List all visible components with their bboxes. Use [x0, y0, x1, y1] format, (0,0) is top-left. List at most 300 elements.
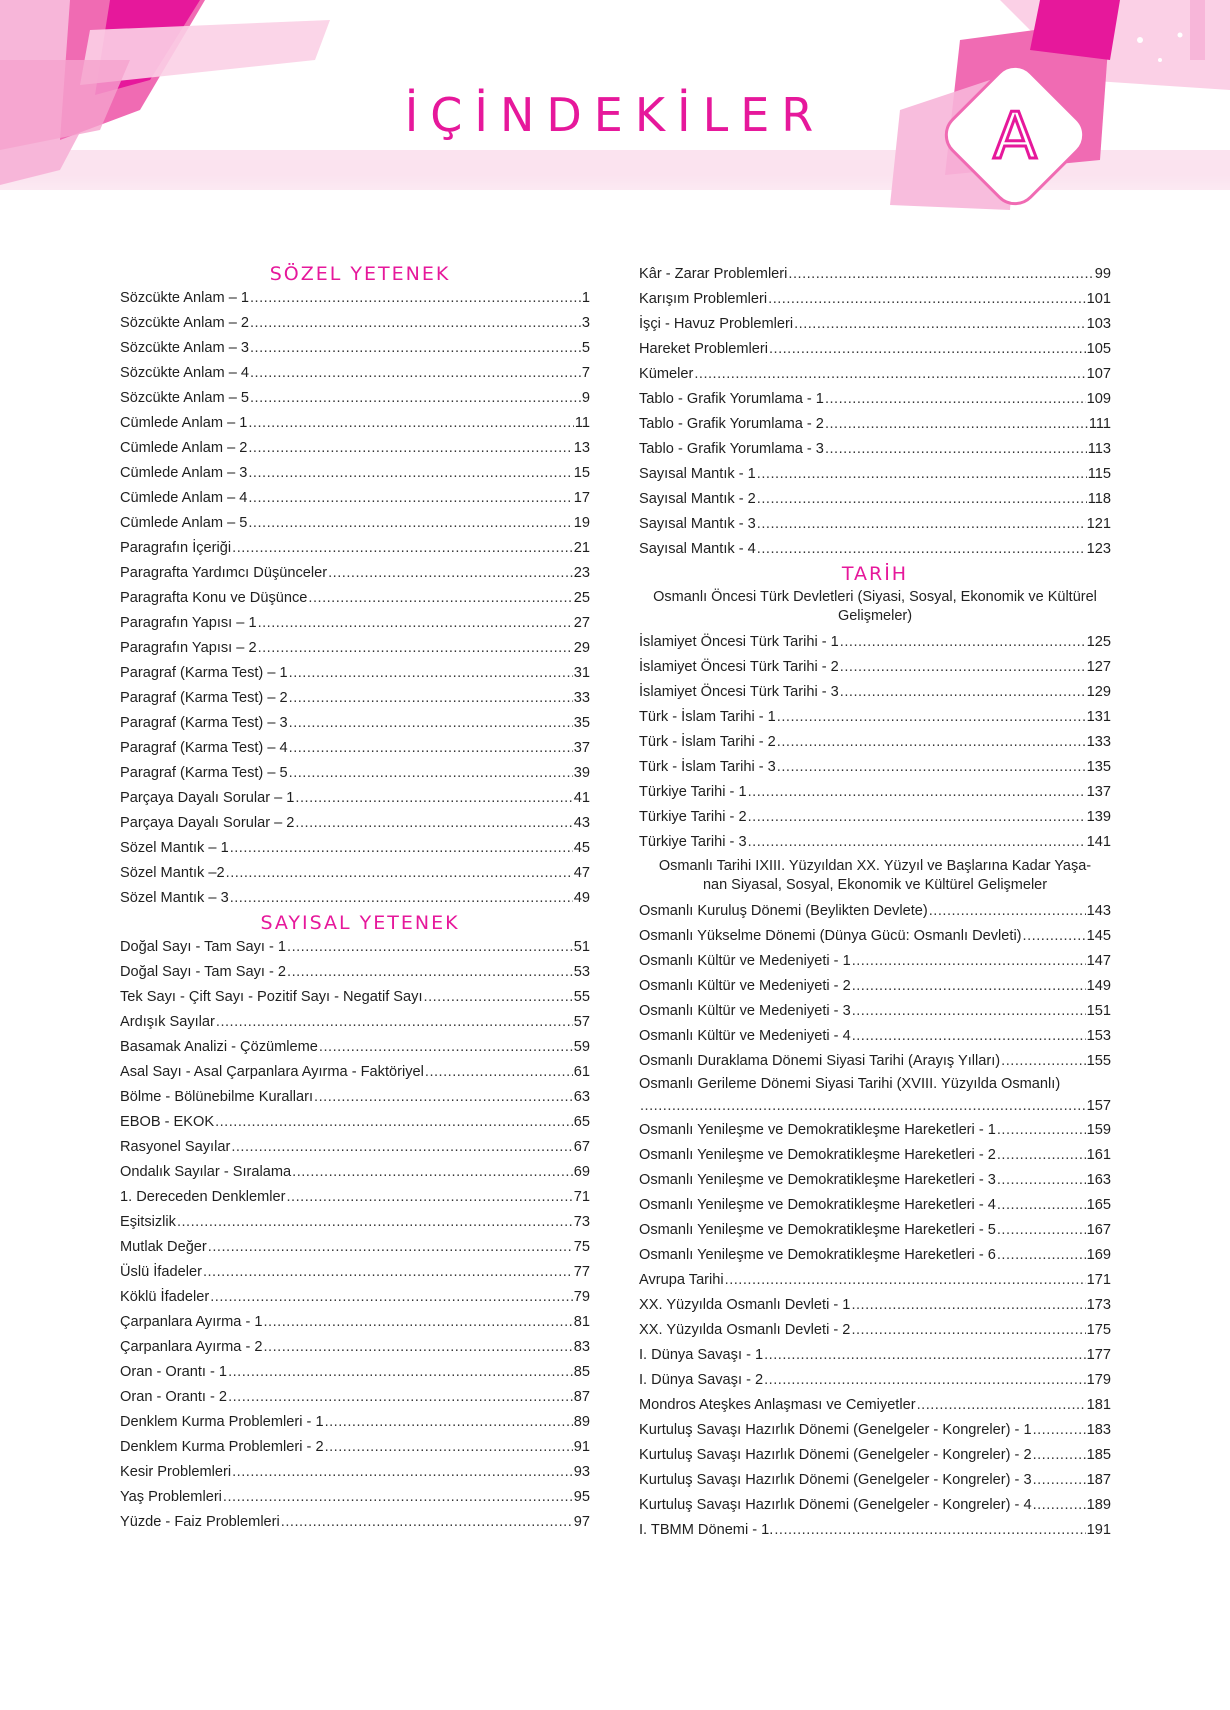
toc-page: 167 — [1086, 1222, 1111, 1238]
toc-leader — [777, 730, 1086, 755]
toc-label: Osmanlı Kültür ve Medeniyeti - 4 — [639, 1028, 851, 1044]
toc-list-sozel — [120, 286, 590, 911]
toc-leader — [295, 786, 572, 811]
toc-page: 63 — [573, 1089, 590, 1105]
toc-row[interactable] — [639, 1024, 1111, 1049]
toc-row[interactable] — [120, 1385, 590, 1410]
toc-page: 33 — [573, 690, 590, 706]
toc-leader — [230, 836, 573, 861]
toc-leader — [250, 361, 581, 386]
toc-page: 83 — [573, 1339, 590, 1355]
toc-row[interactable] — [120, 1185, 590, 1210]
toc-row[interactable] — [120, 1135, 590, 1160]
toc-row[interactable] — [639, 1193, 1111, 1218]
toc-row[interactable] — [120, 1510, 590, 1535]
toc-leader — [694, 362, 1085, 387]
toc-label: Oran - Orantı - 1 — [120, 1364, 228, 1380]
toc-leader — [248, 486, 572, 511]
toc-label: Parçaya Dayalı Sorular – 2 — [120, 815, 295, 831]
toc-page: 181 — [1086, 1397, 1111, 1413]
toc-row[interactable] — [120, 935, 590, 960]
toc-label: Yüzde - Faiz Problemleri — [120, 1514, 280, 1530]
toc-leader — [748, 780, 1086, 805]
toc-label: Doğal Sayı - Tam Sayı - 2 — [120, 964, 287, 980]
toc-label: Çarpanlara Ayırma - 1 — [120, 1314, 263, 1330]
toc-label: Osmanlı Yenileşme ve Demokratikleşme Hareketleri - 5 — [639, 1222, 996, 1238]
toc-label: Cümlede Anlam – 3 — [120, 465, 248, 481]
toc-page: 1 — [581, 290, 590, 306]
toc-label: I. Dünya Savaşı - 1 — [639, 1347, 764, 1363]
sparkle-dot — [1137, 37, 1143, 43]
toc-leader — [208, 1235, 573, 1260]
toc-row[interactable] — [639, 1368, 1111, 1393]
toc-row[interactable] — [120, 561, 590, 586]
toc-page: 55 — [573, 989, 590, 1005]
toc-page: 77 — [573, 1264, 590, 1280]
toc-row[interactable] — [639, 412, 1111, 437]
toc-row[interactable] — [120, 436, 590, 461]
toc-page: 118 — [1087, 491, 1111, 507]
toc-leader — [215, 1110, 573, 1135]
toc-page: 17 — [573, 490, 590, 506]
toc-page: 71 — [573, 1189, 590, 1205]
toc-row[interactable] — [120, 1310, 590, 1335]
toc-page: 93 — [573, 1464, 590, 1480]
toc-label: Hareket Problemleri — [639, 341, 768, 357]
toc-row[interactable] — [639, 1143, 1111, 1168]
toc-leader — [748, 805, 1086, 830]
toc-page: 179 — [1086, 1372, 1111, 1388]
toc-row[interactable] — [120, 1010, 590, 1035]
toc-page: 101 — [1086, 291, 1111, 307]
toc-row[interactable] — [639, 999, 1111, 1024]
toc-row[interactable] — [120, 985, 590, 1010]
toc-page: 191 — [1086, 1522, 1111, 1538]
toc-leader — [264, 1335, 573, 1360]
toc-leader — [1033, 1468, 1086, 1493]
toc-row[interactable] — [639, 1318, 1111, 1343]
toc-leader — [250, 336, 581, 361]
toc-row[interactable] — [120, 486, 590, 511]
toc-label: Paragrafın İçeriği — [120, 540, 232, 556]
toc-list-tarih-2a — [639, 899, 1111, 1074]
toc-leader — [788, 262, 1093, 287]
toc-row[interactable] — [120, 511, 590, 536]
toc-leader — [840, 655, 1086, 680]
toc-row[interactable] — [639, 730, 1111, 755]
toc-leader — [289, 661, 573, 686]
toc-page: 67 — [573, 1139, 590, 1155]
toc-page: 189 — [1086, 1497, 1111, 1513]
toc-leader — [286, 1185, 572, 1210]
toc-leader — [248, 511, 572, 536]
section-title-tarih: TARİH — [841, 563, 909, 585]
toc-page: 35 — [573, 715, 590, 731]
toc-row[interactable] — [120, 811, 590, 836]
toc-row[interactable] — [120, 1060, 590, 1085]
toc-leader — [840, 630, 1086, 655]
toc-label: Sözel Mantık – 3 — [120, 890, 229, 906]
toc-leader — [314, 1085, 573, 1110]
toc-leader — [764, 1343, 1086, 1368]
toc-leader — [250, 386, 581, 411]
toc-row[interactable] — [120, 861, 590, 886]
toc-page: 53 — [573, 964, 590, 980]
toc-row[interactable] — [639, 1418, 1111, 1443]
toc-leader — [851, 1318, 1085, 1343]
toc-label: XX. Yüzyılda Osmanlı Devleti - 2 — [639, 1322, 851, 1338]
toc-label: Kümeler — [639, 366, 694, 382]
toc-page: 27 — [573, 615, 590, 631]
toc-row[interactable] — [120, 361, 590, 386]
toc-row[interactable] — [120, 711, 590, 736]
toc-page: 73 — [573, 1214, 590, 1230]
toc-row[interactable] — [639, 1293, 1111, 1318]
toc-row[interactable] — [639, 1343, 1111, 1368]
toc-page: 21 — [573, 540, 590, 556]
toc-label: Paragrafın Yapısı – 2 — [120, 640, 257, 656]
toc-row[interactable] — [120, 960, 590, 985]
toc-row[interactable] — [120, 536, 590, 561]
toc-page: 15 — [573, 465, 590, 481]
toc-leader — [328, 561, 573, 586]
toc-label: Kurtuluş Savaşı Hazırlık Dönemi (Genelgeler - Kongreler) - 1 — [639, 1422, 1032, 1438]
toc-leader — [248, 411, 573, 436]
toc-label: Paragraf (Karma Test) – 4 — [120, 740, 288, 756]
toc-row[interactable] — [120, 1210, 590, 1235]
toc-row[interactable] — [639, 705, 1111, 730]
toc-leader — [1001, 1049, 1085, 1074]
toc-row[interactable] — [639, 1243, 1111, 1268]
toc-page: 31 — [573, 665, 590, 681]
toc-label: Avrupa Tarihi — [639, 1272, 724, 1288]
toc-row[interactable] — [639, 1518, 1111, 1543]
toc-leader — [777, 755, 1086, 780]
toc-leader — [248, 436, 572, 461]
toc-leader — [825, 412, 1088, 437]
toc-row[interactable] — [639, 949, 1111, 974]
toc-row[interactable] — [639, 1443, 1111, 1468]
toc-page: 187 — [1086, 1472, 1111, 1488]
toc-page: 43 — [573, 815, 590, 831]
toc-row[interactable] — [639, 487, 1111, 512]
toc-label: Ondalık Sayılar - Sıralama — [120, 1164, 292, 1180]
toc-row[interactable] — [120, 636, 590, 661]
brush-stroke-right-5 — [1190, 0, 1205, 60]
toc-row[interactable] — [120, 311, 590, 336]
toc-leader — [757, 537, 1086, 562]
toc-leader — [840, 680, 1086, 705]
toc-leader — [757, 462, 1087, 487]
toc-list-sayisal-cont — [639, 262, 1111, 562]
toc-row[interactable] — [639, 655, 1111, 680]
toc-page: 109 — [1086, 391, 1111, 407]
toc-page: 89 — [573, 1414, 590, 1430]
toc-page: 155 — [1086, 1053, 1111, 1069]
toc-label: Karışım Problemleri — [639, 291, 768, 307]
toc-leader — [929, 899, 1086, 924]
toc-leader — [997, 1118, 1086, 1143]
toc-row[interactable] — [639, 630, 1111, 655]
toc-row[interactable] — [120, 761, 590, 786]
toc-row[interactable] — [120, 286, 590, 311]
toc-row[interactable] — [639, 387, 1111, 412]
toc-label: Üslü İfadeler — [120, 1264, 202, 1280]
toc-leader — [203, 1260, 573, 1285]
toc-label: Paragrafın Yapısı – 1 — [120, 615, 257, 631]
toc-leader — [424, 985, 573, 1010]
toc-row[interactable] — [120, 1160, 590, 1185]
toc-leader — [794, 312, 1086, 337]
toc-leader — [232, 1460, 573, 1485]
toc-page: 95 — [573, 1489, 590, 1505]
toc-leader — [289, 736, 573, 761]
toc-page: 149 — [1086, 978, 1111, 994]
toc-row[interactable] — [639, 312, 1111, 337]
toc-leader — [264, 1310, 573, 1335]
toc-label: Tablo - Grafik Yorumlama - 3 — [639, 441, 824, 457]
toc-row[interactable] — [120, 836, 590, 861]
toc-leader — [1033, 1443, 1086, 1468]
toc-row[interactable] — [639, 1493, 1111, 1518]
toc-row[interactable] — [639, 755, 1111, 780]
toc-row[interactable] — [120, 1335, 590, 1360]
brush-stroke-right-4 — [1030, 0, 1120, 60]
toc-column-left — [120, 262, 590, 1535]
toc-page: 113 — [1087, 441, 1111, 457]
toc-row[interactable] — [639, 805, 1111, 830]
toc-leader — [232, 536, 573, 561]
toc-label: Paragraf (Karma Test) – 5 — [120, 765, 288, 781]
toc-row[interactable] — [639, 680, 1111, 705]
toc-label: Osmanlı Yenileşme ve Demokratikleşme Hareketleri - 2 — [639, 1147, 996, 1163]
toc-label: İslamiyet Öncesi Türk Tarihi - 1 — [639, 634, 839, 650]
toc-label: Sözcükte Anlam – 2 — [120, 315, 249, 331]
toc-row[interactable] — [120, 1035, 590, 1060]
toc-row[interactable] — [639, 924, 1111, 949]
toc-row[interactable] — [120, 461, 590, 486]
toc-row[interactable] — [120, 786, 590, 811]
toc-page: 13 — [573, 440, 590, 456]
toc-page: 69 — [573, 1164, 590, 1180]
toc-label: Paragraf (Karma Test) – 1 — [120, 665, 288, 681]
toc-row[interactable] — [639, 1118, 1111, 1143]
toc-leader — [289, 761, 573, 786]
toc-page: 97 — [573, 1514, 590, 1530]
toc-label: Türkiye Tarihi - 2 — [639, 809, 747, 825]
toc-leader — [319, 1035, 573, 1060]
toc-label: Osmanlı Kültür ve Medeniyeti - 3 — [639, 1003, 851, 1019]
toc-label: Paragrafta Konu ve Düşünce — [120, 590, 308, 606]
toc-label: Doğal Sayı - Tam Sayı - 1 — [120, 939, 287, 955]
toc-label: Sözcükte Anlam – 5 — [120, 390, 249, 406]
toc-page: 41 — [573, 790, 590, 806]
toc-row[interactable] — [639, 1074, 1111, 1118]
toc-row[interactable] — [639, 337, 1111, 362]
toc-page: 133 — [1086, 734, 1111, 750]
toc-row[interactable] — [120, 611, 590, 636]
toc-leader — [226, 861, 573, 886]
toc-page: 129 — [1086, 684, 1111, 700]
toc-leader — [825, 387, 1086, 412]
toc-page: 51 — [573, 939, 590, 955]
page-title: İÇİNDEKİLER — [404, 88, 826, 142]
toc-page: 23 — [573, 565, 590, 581]
toc-page: 75 — [573, 1239, 590, 1255]
toc-page: 123 — [1086, 541, 1111, 557]
subheading-osmanli-oncesi: Osmanlı Öncesi Türk Devletleri (Siyasi, Sosyal, Ekonomik ve Kültürel Gelişmeler) — [653, 589, 1097, 624]
page-header — [0, 0, 1230, 240]
toc-label: Türk - İslam Tarihi - 3 — [639, 759, 776, 775]
toc-leader — [250, 311, 581, 336]
toc-row[interactable] — [120, 411, 590, 436]
toc-row[interactable] — [639, 262, 1111, 287]
toc-leader — [1033, 1493, 1086, 1518]
toc-row[interactable] — [120, 686, 590, 711]
toc-label: Osmanlı Yenileşme ve Demokratikleşme Hareketleri - 6 — [639, 1247, 996, 1263]
toc-row[interactable] — [639, 899, 1111, 924]
toc-page: 59 — [573, 1039, 590, 1055]
toc-leader — [281, 1510, 573, 1535]
toc-page: 91 — [573, 1439, 590, 1455]
toc-label: Cümlede Anlam – 2 — [120, 440, 248, 456]
sparkle-dot — [1178, 33, 1183, 38]
toc-leader — [289, 711, 573, 736]
toc-label: Mutlak Değer — [120, 1239, 207, 1255]
toc-row[interactable] — [639, 362, 1111, 387]
toc-row[interactable] — [120, 1410, 590, 1435]
toc-row[interactable] — [120, 661, 590, 686]
toc-row[interactable] — [120, 1085, 590, 1110]
toc-leader — [757, 512, 1086, 537]
toc-leader — [295, 811, 572, 836]
toc-row[interactable] — [120, 1110, 590, 1135]
toc-label: Türkiye Tarihi - 3 — [639, 834, 747, 850]
toc-page: 111 — [1088, 416, 1111, 432]
toc-leader — [325, 1410, 573, 1435]
toc-row[interactable] — [639, 437, 1111, 462]
toc-leader — [997, 1218, 1086, 1243]
toc-leader — [852, 999, 1086, 1024]
toc-label: Tablo - Grafik Yorumlama - 1 — [639, 391, 824, 407]
toc-leader — [997, 1193, 1086, 1218]
toc-row[interactable] — [639, 974, 1111, 999]
toc-label: Türk - İslam Tarihi - 1 — [639, 709, 776, 725]
toc-page: 57 — [573, 1014, 590, 1030]
toc-page: 25 — [573, 590, 590, 606]
toc-leader — [640, 1096, 1086, 1116]
toc-page: 107 — [1086, 366, 1111, 382]
toc-row[interactable] — [120, 1435, 590, 1460]
toc-label: Mondros Ateşkes Anlaşması ve Cemiyetler — [639, 1397, 916, 1413]
toc-label: Çarpanlara Ayırma - 2 — [120, 1339, 263, 1355]
toc-row[interactable] — [120, 1285, 590, 1310]
toc-page: 105 — [1086, 341, 1111, 357]
toc-label: Sayısal Mantık - 3 — [639, 516, 756, 532]
toc-page: 161 — [1086, 1147, 1111, 1163]
toc-row[interactable] — [120, 336, 590, 361]
toc-label: Kurtuluş Savaşı Hazırlık Dönemi (Genelgeler - Kongreler) - 2 — [639, 1447, 1032, 1463]
toc-row[interactable] — [639, 462, 1111, 487]
toc-row[interactable] — [120, 1460, 590, 1485]
toc-row[interactable] — [639, 287, 1111, 312]
toc-row[interactable] — [639, 537, 1111, 562]
toc-row[interactable] — [639, 830, 1111, 855]
toc-row[interactable] — [639, 1393, 1111, 1418]
toc-label: I. Dünya Savaşı - 2 — [639, 1372, 764, 1388]
toc-page: 115 — [1087, 466, 1111, 482]
toc-row[interactable] — [639, 1268, 1111, 1293]
toc-list-sayisal — [120, 935, 590, 1535]
toc-label: Cümlede Anlam – 1 — [120, 415, 248, 431]
toc-page: 39 — [573, 765, 590, 781]
toc-label: Kurtuluş Savaşı Hazırlık Dönemi (Genelgeler - Kongreler) - 4 — [639, 1497, 1032, 1513]
toc-label: İşçi - Havuz Problemleri — [639, 316, 794, 332]
toc-row[interactable] — [120, 1235, 590, 1260]
toc-label: Denklem Kurma Problemleri - 2 — [120, 1439, 324, 1455]
toc-page: 137 — [1086, 784, 1111, 800]
toc-label: Sözcükte Anlam – 3 — [120, 340, 249, 356]
toc-page: 127 — [1086, 659, 1111, 675]
toc-row[interactable] — [120, 736, 590, 761]
toc-row[interactable] — [120, 886, 590, 911]
toc-label: Rasyonel Sayılar — [120, 1139, 231, 1155]
toc-row[interactable] — [639, 1218, 1111, 1243]
toc-label: Paragraf (Karma Test) – 3 — [120, 715, 288, 731]
toc-leader — [774, 1518, 1085, 1543]
toc-label: Eşitsizlik — [120, 1214, 176, 1230]
toc-row[interactable] — [639, 780, 1111, 805]
toc-column-right — [639, 262, 1111, 1543]
toc-row[interactable] — [639, 1468, 1111, 1493]
sparkle-dot — [1158, 58, 1162, 62]
toc-leader — [852, 1024, 1086, 1049]
toc-row[interactable] — [639, 1168, 1111, 1193]
toc-row[interactable] — [120, 1260, 590, 1285]
subheading-osmanli-tarihi: Osmanlı Tarihi IXIII. Yüzyıldan XX. Yüzyıl ve Başlarına Kadar Yaşa-nan Siyasal, Sosyal, Ekonomik ve Kültürel Gelişmeler — [658, 858, 1092, 893]
toc-row[interactable] — [639, 512, 1111, 537]
toc-leader — [851, 1293, 1085, 1318]
toc-label: Köklü İfadeler — [120, 1289, 210, 1305]
toc-page: 5 — [581, 340, 590, 356]
toc-page: 79 — [573, 1289, 590, 1305]
toc-page: 81 — [573, 1314, 590, 1330]
toc-label: Tablo - Grafik Yorumlama - 2 — [639, 416, 824, 432]
toc-label: Oran - Orantı - 2 — [120, 1389, 228, 1405]
toc-page: 177 — [1086, 1347, 1111, 1363]
toc-row[interactable] — [120, 1360, 590, 1385]
toc-label: Cümlede Anlam – 5 — [120, 515, 248, 531]
toc-page: 45 — [573, 840, 590, 856]
toc-page: 163 — [1086, 1172, 1111, 1188]
toc-leader — [768, 287, 1086, 312]
toc-row[interactable] — [120, 1485, 590, 1510]
toc-page: 11 — [574, 415, 590, 431]
toc-leader — [292, 1160, 573, 1185]
toc-row[interactable] — [120, 386, 590, 411]
toc-label: Sözel Mantık –2 — [120, 865, 225, 881]
toc-leader — [997, 1168, 1086, 1193]
toc-page: 9 — [581, 390, 590, 406]
toc-leader — [852, 949, 1086, 974]
toc-page: 171 — [1086, 1272, 1111, 1288]
toc-label: Paragraf (Karma Test) – 2 — [120, 690, 288, 706]
toc-row[interactable] — [120, 586, 590, 611]
toc-label: Osmanlı Gerileme Dönemi Siyasi Tarihi (XVIII. Yüzyılda Osmanlı) — [639, 1076, 1061, 1092]
toc-row[interactable] — [639, 1049, 1111, 1074]
toc-leader — [228, 1360, 573, 1385]
toc-page: 173 — [1086, 1297, 1111, 1313]
